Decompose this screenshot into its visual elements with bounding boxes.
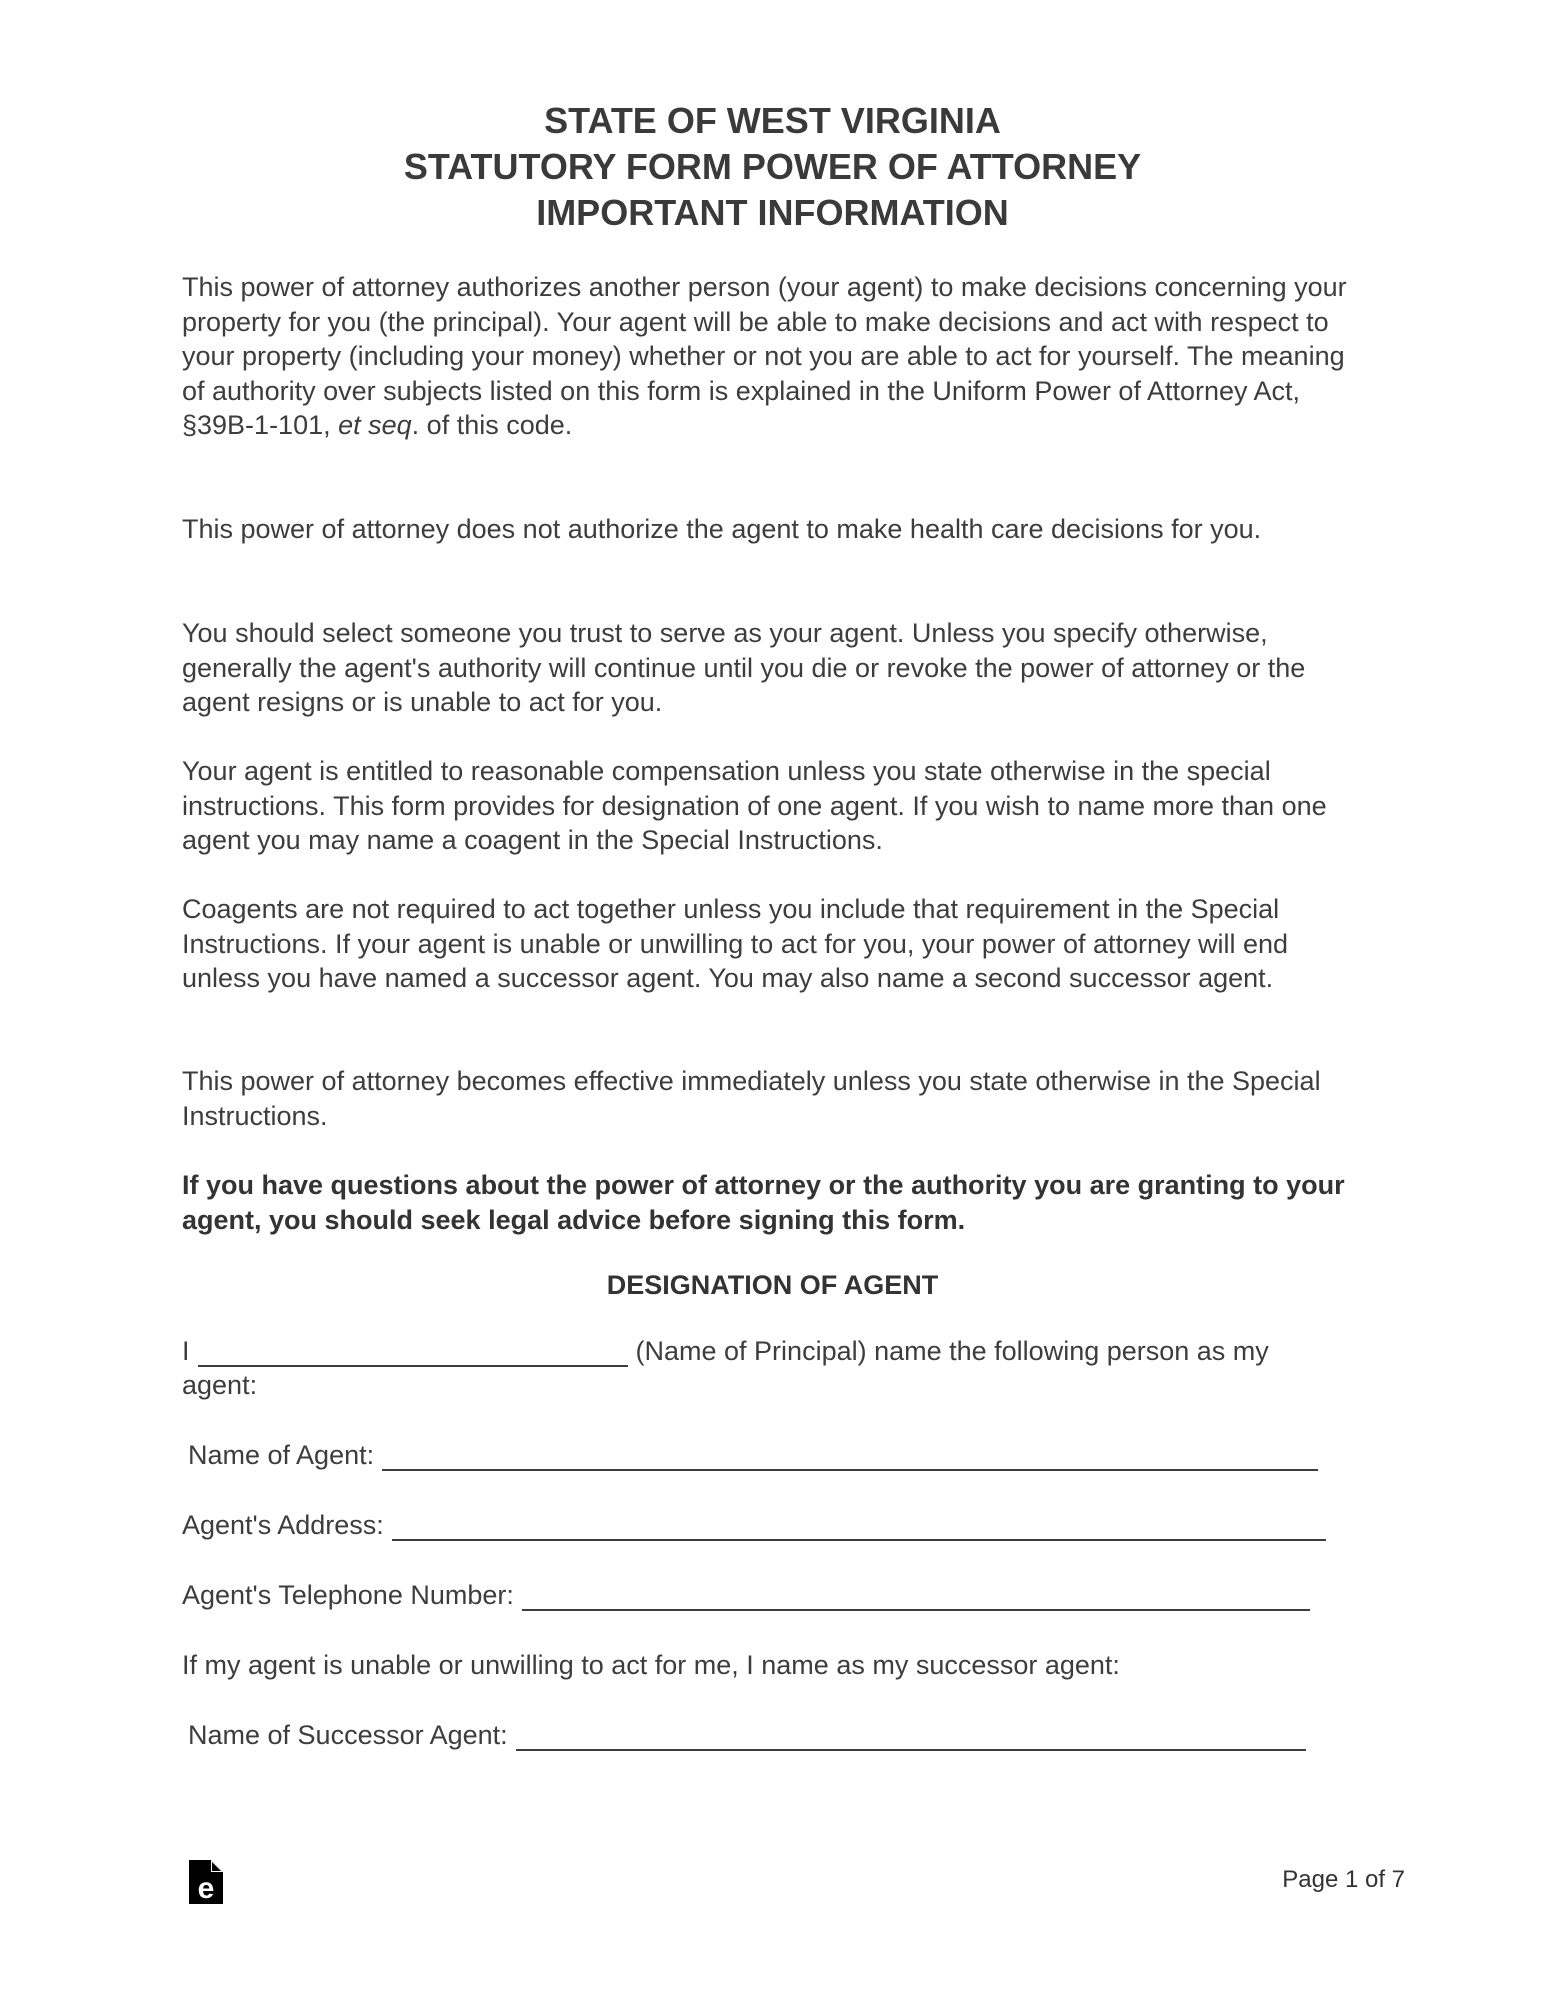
agent-name-label: Name of Agent: [188, 1440, 375, 1470]
successor-name-field[interactable] [516, 1723, 1306, 1751]
paragraph-compensation: Your agent is entitled to reasonable compensation unless you state otherwise in the special instructions. This form provides for designation of one agent. If you wish to name more than one agent you may name a coagent in the Special Instructions. [182, 756, 1327, 856]
italic-et-seq: et seq [338, 410, 412, 441]
title-state: STATE OF WEST VIRGINIA [544, 100, 1001, 141]
principal-prefix: I [182, 1336, 190, 1366]
successor-intro-text: If my agent is unable or unwilling to act for me, I name as my successor agent: [182, 1650, 1120, 1680]
successor-name-label: Name of Successor Agent: [188, 1720, 508, 1750]
principal-wrap [182, 1370, 257, 1401]
paragraph-text: This power of attorney authorizes another person (your agent) to make decisions concerning your property for you (the principal). Your agent will be able to make decisions and act with respect to your property (including your money) whether or not you are able to act for yourself. The meaning of authority over subjects listed on this form is explained in the Uniform Power of Attorney Act, §39B-1-101, [182, 272, 1347, 441]
designation-heading: DESIGNATION OF AGENT [606, 1270, 939, 1300]
agent-name-row [188, 1440, 1318, 1471]
principal-suffix: (Name of Principal) name the following person as my [635, 1336, 1269, 1366]
agent-address-row [182, 1510, 1326, 1541]
agent-phone-field[interactable] [522, 1583, 1310, 1611]
paragraph-select-agent: You should select someone you trust to serve as your agent. Unless you specify otherwise, generally the agent's authority will continue until you die or revoke the power of attorney or the agent resigns or is unable to act for you. [182, 618, 1306, 718]
logo-glyph: e [197, 1872, 215, 1904]
agent-address-label: Agent's Address: [182, 1510, 384, 1540]
agent-address-field[interactable] [392, 1513, 1326, 1541]
principal-wrap-text: agent: [182, 1370, 258, 1400]
agent-name-field[interactable] [382, 1443, 1318, 1471]
paragraph-effective: This power of attorney becomes effective immediately unless you state otherwise in the Special Instructions. [182, 1066, 1321, 1131]
paragraph-legal-advice: If you have questions about the power of attorney or the authority you are granting to your agent, you should seek legal advice before signing this form. [182, 1170, 1345, 1235]
agent-phone-row [182, 1580, 1310, 1611]
agent-phone-label: Agent's Telephone Number: [182, 1580, 514, 1610]
paragraph-text-end: . of this code. [411, 410, 573, 441]
successor-intro [182, 1650, 1120, 1681]
successor-name-row [188, 1720, 1306, 1751]
title-form: STATUTORY FORM POWER OF ATTORNEY [403, 146, 1142, 187]
paragraph-coagents: Coagents are not required to act together unless you include that requirement in the Special Instructions. If your agent is unable or unwilling to act for you, your power of attorney will end unless you have named a successor agent. You may also name a second successor agent. [182, 894, 1289, 994]
principal-name-row [182, 1336, 1269, 1367]
paragraph-health-care: This power of attorney does not authorize the agent to make health care decisions for you. [182, 514, 1262, 544]
title-important-info: IMPORTANT INFORMATION [536, 192, 1009, 233]
paragraph-authorization [182, 270, 1372, 443]
page-number: Page 1 of 7 [1282, 1866, 1405, 1893]
eforms-logo-icon [189, 1860, 223, 1904]
principal-name-field[interactable] [198, 1339, 628, 1367]
